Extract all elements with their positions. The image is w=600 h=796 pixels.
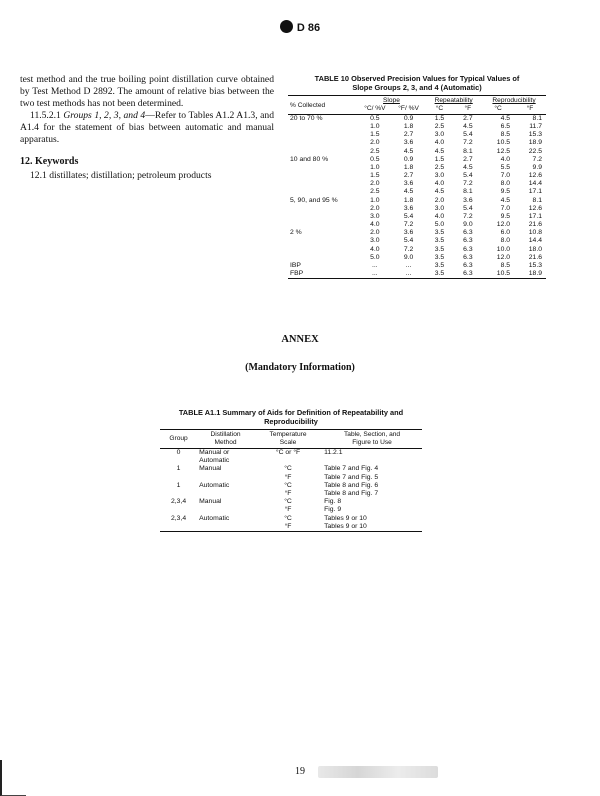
table-cell: 7.2 xyxy=(463,139,473,147)
table-row xyxy=(288,180,546,188)
col-slope-c: °C/ %V xyxy=(358,105,392,115)
table-cell: 0.9 xyxy=(403,155,414,163)
table-cell: ... xyxy=(392,270,425,279)
table-cell xyxy=(288,254,358,262)
table-a1-1-caption: TABLE A1.1 Summary of Aids for Definition of Repeatability and Reproducibility xyxy=(178,408,404,426)
table-cell: 8.0 xyxy=(500,180,511,188)
table-cell: 2,3,4 xyxy=(170,514,187,522)
table-a1-1-body xyxy=(160,449,422,532)
table-cell xyxy=(288,246,358,254)
table-cell: 0.5 xyxy=(370,115,380,122)
table-cell: 3.6 xyxy=(403,204,414,212)
col-rep-c: °C xyxy=(425,105,453,115)
table-cell: 12.5 xyxy=(496,147,511,155)
table-cell: Table 8 and Fig. 6 xyxy=(324,481,379,489)
table-cell: 6.3 xyxy=(454,270,482,279)
table-cell: 2.0 xyxy=(434,196,445,204)
table-cell: °F xyxy=(254,523,322,532)
table-row xyxy=(160,515,422,523)
table-cell: 3.6 xyxy=(403,180,414,188)
table-cell: °F xyxy=(284,490,292,498)
table-cell: 12.0 xyxy=(496,253,511,261)
table-cell: 17.1 xyxy=(528,188,542,196)
table-a1-1 xyxy=(160,408,422,532)
keywords-text: 12.1 distillates; distillation; petroleum products xyxy=(30,170,212,181)
table-cell xyxy=(288,172,358,180)
table-row xyxy=(160,506,422,514)
table-cell: 6.3 xyxy=(463,261,473,269)
table-cell: 20 to 70 % xyxy=(290,115,323,122)
table-cell: Manual or xyxy=(199,449,230,456)
col-collected: % Collected xyxy=(288,96,358,115)
table-cell: 2,3,4 xyxy=(170,498,187,506)
table-a1-1-grid xyxy=(160,429,422,532)
page-number: 19 xyxy=(295,766,305,777)
table-cell xyxy=(160,457,197,465)
table-row xyxy=(288,148,546,156)
table-cell: 6.3 xyxy=(463,229,473,237)
table-cell: 2.0 xyxy=(370,204,380,212)
table-cell: °C xyxy=(284,498,292,506)
astm-logo-icon xyxy=(280,20,293,33)
table-cell: 5.0 xyxy=(434,221,445,229)
table-cell: 5.4 xyxy=(463,131,473,139)
table-cell: ... xyxy=(358,270,392,279)
table-cell: 1.5 xyxy=(434,155,445,163)
table-cell: 1.8 xyxy=(403,163,414,171)
table-cell: 6.3 xyxy=(463,245,473,253)
table-cell: 10 and 80 % xyxy=(290,155,329,163)
table-row xyxy=(288,123,546,131)
table-cell: Table 7 and Fig. 5 xyxy=(324,473,379,481)
table-row xyxy=(288,246,546,254)
table-cell: IBP xyxy=(290,261,301,269)
col-rep-f: °F xyxy=(454,105,482,115)
table-cell: 3.5 xyxy=(434,245,445,253)
table-cell: 10.0 xyxy=(496,245,511,253)
table-cell xyxy=(322,457,422,465)
table-cell: 4.5 xyxy=(403,188,414,196)
table-cell: 3.0 xyxy=(434,172,445,180)
table-cell: ... xyxy=(405,261,412,269)
table-cell: 4.5 xyxy=(434,188,445,196)
table-row xyxy=(288,197,546,205)
table-cell: 3.6 xyxy=(403,139,414,147)
table-cell: 4.5 xyxy=(500,196,511,204)
table-cell: 9.9 xyxy=(532,163,542,171)
table-cell: 6.3 xyxy=(463,237,473,245)
table-cell: Table 8 and Fig. 7 xyxy=(324,490,379,498)
table-10-grid xyxy=(288,95,546,279)
table-cell: °C or °F xyxy=(275,449,301,456)
table-cell: 2.0 xyxy=(370,180,380,188)
table-cell: 4.5 xyxy=(403,147,414,155)
table-cell: 4.5 xyxy=(463,123,473,131)
section-heading-keywords: 12. Keywords xyxy=(20,156,79,167)
table-cell: 2.5 xyxy=(370,147,380,155)
table-cell: Automatic xyxy=(199,481,230,489)
table-row xyxy=(288,139,546,147)
table-cell: 4.5 xyxy=(434,147,445,155)
table-cell xyxy=(197,474,254,482)
table-cell: 3.5 xyxy=(434,229,445,237)
table-cell: °C xyxy=(284,481,292,489)
table-10 xyxy=(288,74,546,279)
table-cell: Fig. 9 xyxy=(324,506,342,514)
table-row xyxy=(288,205,546,213)
table-cell: 5.5 xyxy=(500,163,511,171)
annex-subtitle: (Mandatory Information) xyxy=(245,362,355,373)
table-cell xyxy=(197,490,254,498)
table-cell: Automatic xyxy=(199,457,230,465)
table-row xyxy=(160,465,422,473)
table-row xyxy=(288,213,546,221)
col-method: Distillation Method xyxy=(197,430,254,449)
table-cell: 2.0 xyxy=(370,229,380,237)
table-cell: 15.3 xyxy=(528,261,542,269)
table-cell: 7.2 xyxy=(463,212,473,220)
table-cell: 18.0 xyxy=(528,245,542,253)
table-cell xyxy=(288,164,358,172)
col-repeatability: Repeatability xyxy=(425,96,482,106)
table-cell: 7.0 xyxy=(500,172,511,180)
col-repro-f: °F xyxy=(514,105,546,115)
col-group: Group xyxy=(160,430,197,449)
table-cell: 12.6 xyxy=(528,204,542,212)
left-column-text xyxy=(20,74,274,182)
table-row xyxy=(288,115,546,124)
table-cell: 1.0 xyxy=(370,123,380,131)
table-cell: 21.6 xyxy=(528,253,542,261)
table-10-caption: TABLE 10 Observed Precision Values for Typical Values of Slope Groups 2, 3, and 4 (Automatic) xyxy=(314,74,520,92)
table-cell: 4.5 xyxy=(500,115,511,122)
table-cell: 12.6 xyxy=(528,172,542,180)
table-cell: Manual xyxy=(199,498,222,506)
table-cell: 7.2 xyxy=(532,155,542,163)
table-cell xyxy=(160,523,197,532)
table-cell: 3.0 xyxy=(370,212,380,220)
table-row xyxy=(288,229,546,237)
col-reference: Table, Section, and Figure to Use xyxy=(322,430,422,449)
table-cell: 22.5 xyxy=(528,147,542,155)
table-cell: Table 7 and Fig. 4 xyxy=(324,465,379,473)
table-cell: 6.0 xyxy=(500,229,511,237)
table-cell: 9.5 xyxy=(500,212,511,220)
table-row xyxy=(288,156,546,164)
table-cell: 3.0 xyxy=(434,204,445,212)
table-cell: 8.0 xyxy=(500,237,511,245)
table-cell: 1.0 xyxy=(370,196,380,204)
table-cell: 9.0 xyxy=(403,253,414,261)
col-slope-f: °F/ %V xyxy=(392,105,425,115)
table-cell: 6.5 xyxy=(500,123,511,131)
table-cell: 4.0 xyxy=(370,221,380,229)
table-cell: 4.0 xyxy=(434,139,445,147)
table-cell: 1.8 xyxy=(403,123,414,131)
table-cell: 3.0 xyxy=(370,237,380,245)
watermark-smudge xyxy=(318,766,438,778)
table-cell: ... xyxy=(372,261,378,269)
table-cell: 5.0 xyxy=(370,253,380,261)
table-cell: 2.7 xyxy=(463,155,473,163)
table-cell: 2.7 xyxy=(403,172,414,180)
table-cell xyxy=(288,188,358,196)
table-row xyxy=(288,262,546,270)
table-cell: 2.5 xyxy=(434,163,445,171)
table-cell: 6.3 xyxy=(463,253,473,261)
table-cell: 2.5 xyxy=(434,123,445,131)
table-cell xyxy=(197,506,254,514)
table-cell xyxy=(288,180,358,188)
col-repro-c: °C xyxy=(482,105,514,115)
table-cell: 8.1 xyxy=(532,196,542,204)
table-cell: 0.5 xyxy=(370,155,380,163)
table-cell: 15.3 xyxy=(528,131,542,139)
table-cell: 21.6 xyxy=(528,221,542,229)
table-cell: 3.0 xyxy=(434,131,445,139)
table-row xyxy=(288,131,546,139)
table-cell: 18.9 xyxy=(514,270,546,279)
table-cell: Tables 9 or 10 xyxy=(324,514,367,522)
paragraph-groups: 11.5.2.1 Groups 1, 2, 3, and 4—Refer to Tables A1.2 A1.3, and A1.4 for the statement of bias between automatic and manual apparatus. xyxy=(20,110,274,145)
table-cell: 7.2 xyxy=(403,245,414,253)
table-row xyxy=(160,498,422,506)
table-cell: °C xyxy=(284,465,292,473)
table-cell xyxy=(288,205,358,213)
table-cell: 10.5 xyxy=(482,270,514,279)
table-cell: 12.0 xyxy=(496,221,511,229)
table-cell: 1.5 xyxy=(434,115,445,122)
table-10-body xyxy=(288,115,546,279)
table-row xyxy=(288,164,546,172)
table-cell: Fig. 8 xyxy=(324,498,342,506)
table-cell: 4.0 xyxy=(500,155,511,163)
table-row xyxy=(160,449,422,458)
table-cell: 18.9 xyxy=(528,139,542,147)
table-cell: 8.1 xyxy=(463,188,473,196)
table-cell: 14.4 xyxy=(528,180,542,188)
table-cell: 0 xyxy=(176,449,181,456)
table-cell: 9.0 xyxy=(463,221,473,229)
table-cell: 10.5 xyxy=(496,139,511,147)
table-cell xyxy=(160,490,197,498)
table-cell: 4.0 xyxy=(434,180,445,188)
table-cell xyxy=(197,523,254,532)
col-slope: Slope xyxy=(358,96,425,106)
table-cell: 8.1 xyxy=(532,115,542,122)
table-cell: 5, 90, and 95 % xyxy=(290,196,338,204)
table-cell xyxy=(288,148,358,156)
table-cell xyxy=(288,139,358,147)
table-row xyxy=(288,237,546,245)
table-cell: 1.0 xyxy=(370,163,380,171)
table-row xyxy=(288,172,546,180)
col-reproducibility: Reproducibility xyxy=(482,96,546,106)
table-cell: 8.5 xyxy=(500,261,511,269)
table-cell: 7.0 xyxy=(500,204,511,212)
table-cell: 4.0 xyxy=(370,245,380,253)
annex-title: ANNEX xyxy=(281,334,319,345)
table-cell xyxy=(288,131,358,139)
table-row xyxy=(160,523,422,532)
table-cell: 3.5 xyxy=(434,261,445,269)
table-cell: 2 % xyxy=(290,229,302,237)
table-cell xyxy=(288,221,358,229)
table-cell: 7.2 xyxy=(463,180,473,188)
table-cell: °C xyxy=(284,514,292,522)
col-scale: Temperature Scale xyxy=(254,430,322,449)
table-row xyxy=(288,270,546,279)
table-cell: °F xyxy=(284,473,292,481)
table-cell: 11.2.1 xyxy=(324,449,343,456)
table-cell: 10.8 xyxy=(528,229,542,237)
table-cell: Tables 9 or 10 xyxy=(322,523,422,532)
table-cell xyxy=(288,237,358,245)
table-cell: 8.1 xyxy=(463,147,473,155)
table-cell: 8.5 xyxy=(500,131,511,139)
table-cell: °F xyxy=(284,506,292,514)
table-cell: 2.5 xyxy=(370,188,380,196)
page-header xyxy=(0,20,600,34)
table-cell: 5.4 xyxy=(463,204,473,212)
table-cell: 11.7 xyxy=(529,123,542,131)
table-cell: 3.5 xyxy=(434,237,445,245)
table-cell xyxy=(288,213,358,221)
table-cell: 4.0 xyxy=(434,212,445,220)
table-cell: 17.1 xyxy=(528,212,542,220)
table-cell: 1 xyxy=(176,481,181,489)
table-row xyxy=(288,221,546,229)
table-cell xyxy=(160,506,197,514)
table-cell: FBP xyxy=(288,270,358,279)
table-cell: 5.4 xyxy=(463,172,473,180)
table-cell: 1 xyxy=(176,465,181,473)
page-corner-mark xyxy=(0,760,26,796)
table-cell: 9.5 xyxy=(500,188,511,196)
table-cell xyxy=(288,123,358,131)
table-row xyxy=(288,188,546,196)
table-cell: 4.5 xyxy=(463,163,473,171)
table-cell: 3.5 xyxy=(434,253,445,261)
table-row xyxy=(288,254,546,262)
table-cell: 7.2 xyxy=(403,221,414,229)
table-cell: 2.7 xyxy=(463,115,473,122)
table-cell: 3.6 xyxy=(463,196,473,204)
table-cell: 3.5 xyxy=(425,270,453,279)
table-cell: 2.0 xyxy=(370,139,380,147)
table-row xyxy=(160,482,422,490)
standard-designation: D 86 xyxy=(296,22,321,34)
paragraph-bias: test method and the true boiling point distillation curve obtained by Test Method D 2892. The amount of relative bias between the two test methods has not been determined. xyxy=(20,74,274,109)
table-cell: Automatic xyxy=(199,514,230,522)
table-cell: 14.4 xyxy=(528,237,542,245)
table-cell: 1.5 xyxy=(370,172,380,180)
table-cell: 5.4 xyxy=(403,237,414,245)
table-cell: 2.7 xyxy=(403,131,414,139)
table-cell: 1.8 xyxy=(403,196,414,204)
table-cell: 1.5 xyxy=(370,131,380,139)
table-cell xyxy=(160,474,197,482)
table-cell: 3.6 xyxy=(403,229,414,237)
table-row xyxy=(160,474,422,482)
table-row xyxy=(160,490,422,498)
table-cell: Manual xyxy=(199,465,222,473)
table-cell: 0.9 xyxy=(403,115,414,122)
table-cell: 5.4 xyxy=(403,212,414,220)
